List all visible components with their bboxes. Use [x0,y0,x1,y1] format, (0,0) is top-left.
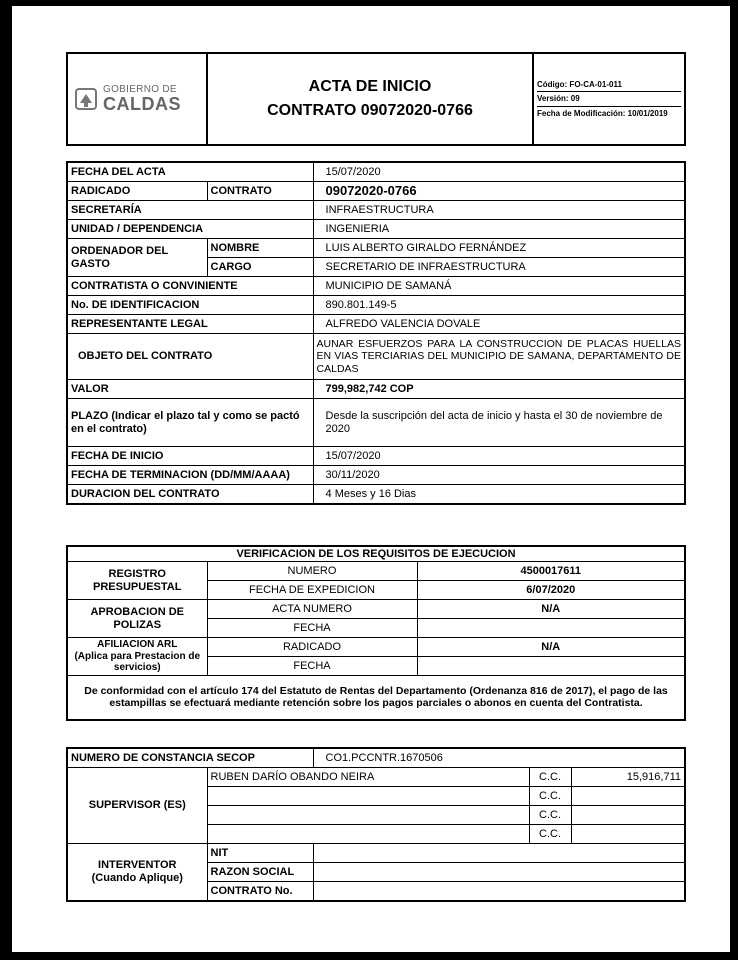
expedicion-value: 6/07/2020 [417,581,685,600]
estampillas-note: De conformidad con el artículo 174 del Estatuto de Rentas del Departamento (Ordenanza 816 de 2017), el pago de las estampillas se efectuará mediante retención sobre los pagos parciales o abonos en cuenta del Contratista. [67,676,685,720]
cargo-label: CARGO [207,258,313,277]
document-page [12,6,730,952]
terminacion-value: 30/11/2020 [313,466,685,485]
arl-title: AFILIACION ARL [97,639,178,651]
supervisor-cc-3 [571,806,685,825]
secretaria-value: INFRAESTRUCTURA [313,201,685,220]
arl-radicado-label: RADICADO [207,638,417,657]
constancia-value: CO1.PCCNTR.1670506 [313,748,685,768]
logo-cell [67,53,207,145]
codigo: Código: FO-CA-01-011 [537,78,681,92]
ordenador-label: ORDENADOR DEL GASTO [67,239,207,277]
duracion-value: 4 Meses y 16 Dias [313,485,685,505]
fecha-modificacion: Fecha de Modificación: 10/01/2019 [537,108,668,118]
logo-line2: CALDAS [103,94,181,114]
valor-label: VALOR [67,380,313,399]
secretaria-label: SECRETARÍA [67,201,313,220]
identificacion-value: 890.801.149-5 [313,296,685,315]
cargo-value: SECRETARIO DE INFRAESTRUCTURA [313,258,685,277]
interventor-title: INTERVENTOR [98,859,177,872]
unidad-label: UNIDAD / DEPENDENCIA [67,220,313,239]
cc-label-1: C.C. [529,768,571,787]
contratista-value: MUNICIPIO DE SAMANÁ [313,277,685,296]
acta-numero-value: N/A [417,600,685,619]
contrato-label: CONTRATO [207,182,313,201]
razon-social-label: RAZON SOCIAL [207,863,313,882]
supervisor-cc: 15,916,711 [571,768,685,787]
contratista-label: CONTRATISTA O CONVINIENTE [67,277,313,296]
representante-value: ALFREDO VALENCIA DOVALE [313,315,685,334]
inicio-value: 15/07/2020 [313,447,685,466]
numero-value: 4500017611 [417,562,685,581]
radicado-label: RADICADO [67,182,207,201]
supervisor-label: SUPERVISOR (ES) [67,768,207,844]
constancia-label: NUMERO DE CONSTANCIA SECOP [67,748,313,768]
acta-numero-label: ACTA NUMERO [207,600,417,619]
cc-label-4: C.C. [529,825,571,844]
arl-fecha-label: FECHA [207,657,417,676]
supervisor-name-3 [207,806,529,825]
nombre-label: NOMBRE [207,239,313,258]
cc-label-3: C.C. [529,806,571,825]
poliza-fecha-label: FECHA [207,619,417,638]
supervisor-name-2 [207,787,529,806]
version: Versión: 09 [537,92,681,106]
document-title [207,53,533,145]
verification-title: VERIFICACION DE LOS REQUISITOS DE EJECUCION [67,546,685,562]
cc-label-2: C.C. [529,787,571,806]
fecha-acta-value: 15/07/2020 [313,162,685,182]
secop-table [66,747,686,902]
expedicion-label: FECHA DE EXPEDICION [207,581,417,600]
header-table [66,52,686,146]
interventor-label [67,844,207,902]
registro-label: REGISTRO PRESUPUESTAL [67,562,207,600]
verification-table [66,545,686,721]
unidad-value: INGENIERIA [313,220,685,239]
supervisor-cc-2 [571,787,685,806]
valor-value: 799,982,742 COP [313,380,685,399]
razon-social-value [313,863,685,882]
arl-fecha-value [417,657,685,676]
poliza-fecha-value [417,619,685,638]
nit-label: NIT [207,844,313,863]
contrato-value: 09072020-0766 [313,182,685,201]
nit-value [313,844,685,863]
inicio-label: FECHA DE INICIO [67,447,313,466]
fecha-acta-label: FECHA DEL ACTA [67,162,313,182]
objeto-label: OBJETO DEL CONTRATO [67,334,313,380]
caldas-logo-icon [75,87,97,111]
identificacion-label: No. DE IDENTIFICACION [67,296,313,315]
arl-label [67,638,207,676]
arl-radicado-value: N/A [417,638,685,657]
contract-info-table [66,161,686,505]
title-line1: ACTA DE INICIO [308,78,432,95]
terminacion-label: FECHA DE TERMINACION (DD/MM/AAAA) [67,466,313,485]
polizas-label: APROBACION DE POLIZAS [67,600,207,638]
document-meta [533,53,685,145]
objeto-value: AUNAR ESFUERZOS PARA LA CONSTRUCCION DE PLACAS HUELLAS EN VIAS TERCIARIAS DEL MUNICIPIO DE SAMANA, DEPARTAMENTO DE CALDAS [313,334,685,380]
duracion-label: DURACION DEL CONTRATO [67,485,313,505]
interventor-subtitle: (Cuando Aplique) [91,872,183,884]
supervisor-name: RUBEN DARÍO OBANDO NEIRA [207,768,529,787]
representante-label: REPRESENTANTE LEGAL [67,315,313,334]
contrato-no-label: CONTRATO No. [207,882,313,902]
arl-subtitle: (Aplica para Prestacion de servicios) [74,650,201,674]
supervisor-cc-4 [571,825,685,844]
supervisor-name-4 [207,825,529,844]
nombre-value: LUIS ALBERTO GIRALDO FERNÁNDEZ [313,239,685,258]
logo-line1: GOBIERNO DE [103,84,177,95]
title-line2: CONTRATO 09072020-0766 [267,102,473,119]
contrato-no-value [313,882,685,902]
plazo-value: Desde la suscripción del acta de inicio y hasta el 30 de noviembre de 2020 [313,399,685,447]
numero-label: NUMERO [207,562,417,581]
plazo-label: PLAZO (Indicar el plazo tal y como se pactó en el contrato) [67,399,313,447]
